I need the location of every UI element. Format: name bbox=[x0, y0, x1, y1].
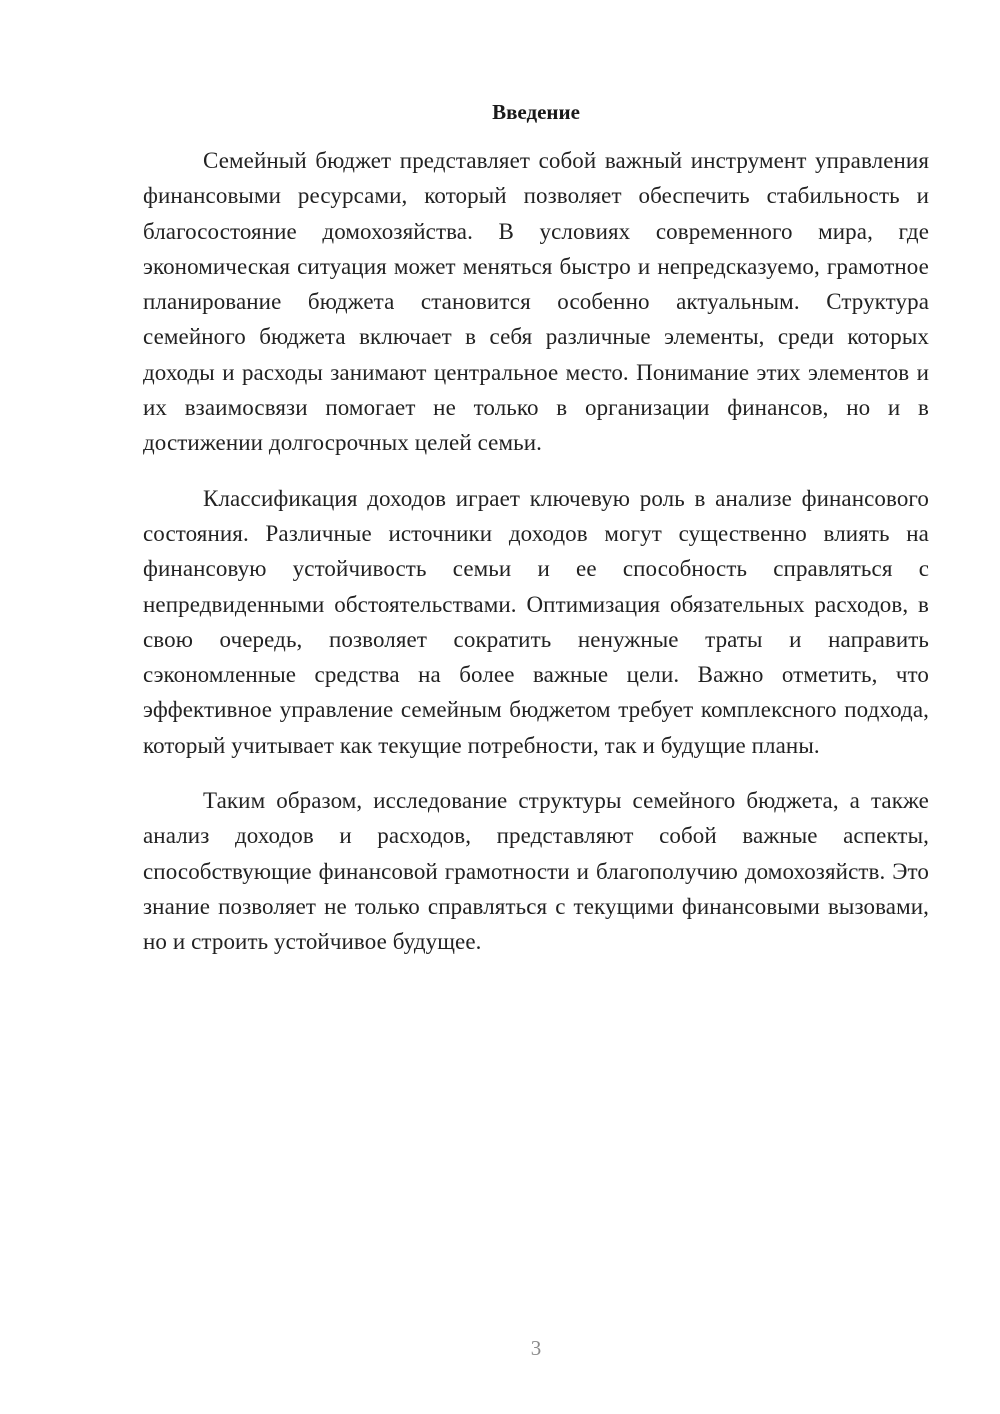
paragraph-2: Классификация доходов играет ключевую роль в анализе финансового состояния. Различные источники доходов могут существенно влиять на финансовую устойчивость семьи и ее способность справляться с непредвиденными обстоятельствами. Оптимизация обязательных расходов, в свою очередь, позволяет сократить ненужные траты и направить сэкономленные средства на более важные цели. Важно отметить, что эффективное управление семейным бюджетом требует комплексного подхода, который учитывает как текущие потребности, так и будущие планы. bbox=[143, 485, 929, 758]
paragraph-3: Таким образом, исследование структуры семейного бюджета, а также анализ доходов и расходов, представляют собой важные аспекты, способствующие финансовой грамотности и благополучию домохозяйств. Это знание позволяет не только справляться с текущими финансовыми вызовами, но и строить устойчивое будущее. bbox=[143, 788, 929, 955]
section-heading: Введение bbox=[492, 100, 580, 124]
body-text bbox=[143, 143, 929, 980]
page-number: 3 bbox=[530, 1336, 542, 1360]
paragraph-1: Семейный бюджет представляет собой важный инструмент управления финансовыми ресурсами, который позволяет обеспечить стабильность и благосостояние домохозяйства. В условиях современного мира, где экономическая ситуация может меняться быстро и непредсказуемо, грамотное планирование бюджета становится особенно актуальным. Структура семейного бюджета включает в себя различные элементы, среди которых доходы и расходы занимают центральное место. Понимание этих элементов и их взаимосвязи помогает не только в организации финансов, но и в достижении долгосрочных целей семьи. bbox=[143, 148, 929, 456]
